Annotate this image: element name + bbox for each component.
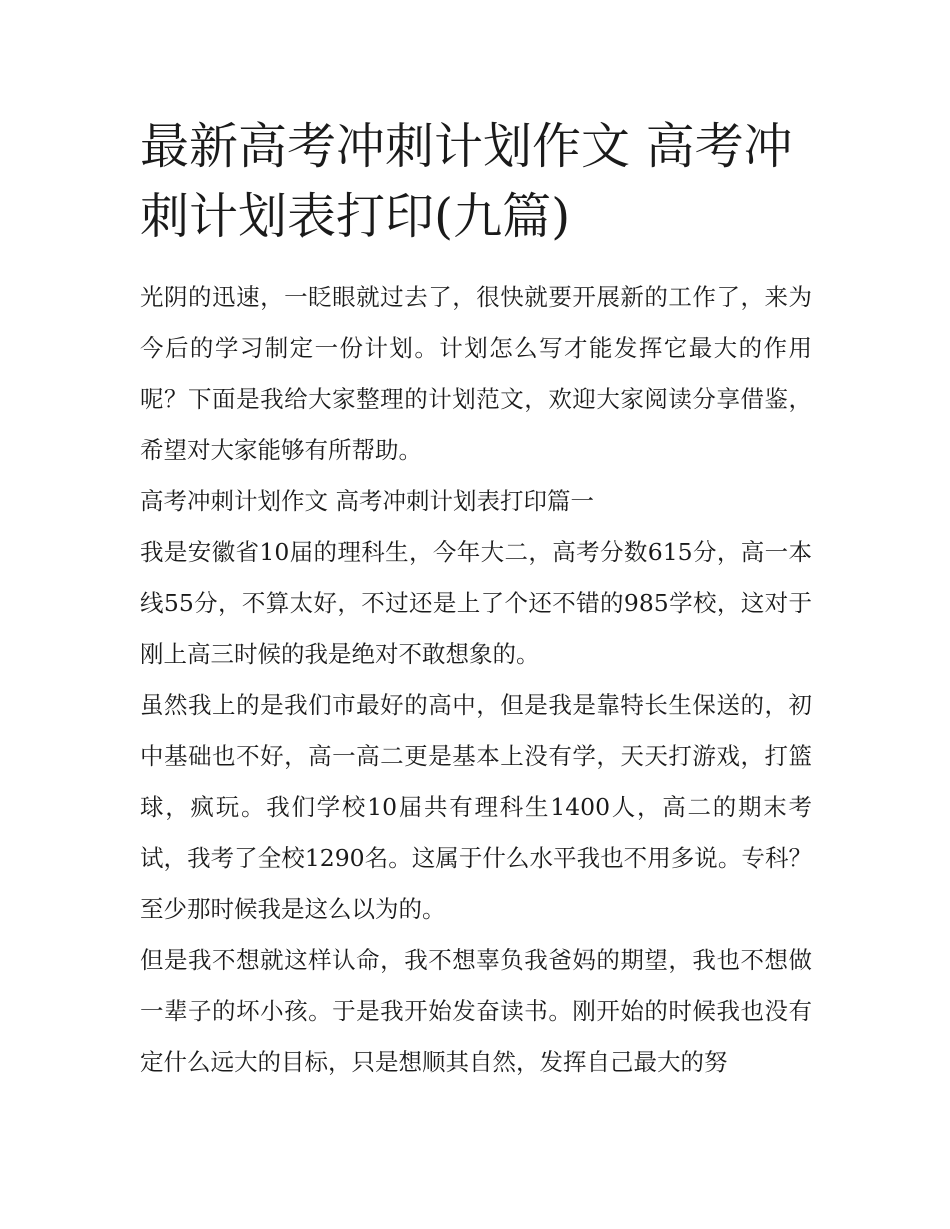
intro-paragraph: 光阴的迅速，一眨眼就过去了，很快就要开展新的工作了，来为今后的学习制定一份计划。计划怎么写才能发挥它最大的作用呢？下面是我给大家整理的计划范文，欢迎大家阅读分享借鉴，希望对大家能够有所帮助。 [140,283,812,464]
body-paragraph: 虽然我上的是我们市最好的高中，但是我是靠特长生保送的，初中基础也不好，高一高二更是基本上没有学，天天打游戏，打篮球，疯玩。我们学校10届共有理科生1400人，高二的期末考试，我考了全校1290名。这属于什么水平我也不用多说。专科？至少那时候我是这么以为的。 [140,691,812,923]
document-page [140,112,812,1088]
section-heading: 高考冲刺计划作文 高考冲刺计划表打印篇一 [140,487,594,515]
body-paragraph: 但是我不想就这样认命，我不想辜负我爸妈的期望，我也不想做一辈子的坏小孩。于是我开始发奋读书。刚开始的时候我也没有定什么远大的目标，只是想顺其自然，发挥自己最大的努 [140,946,812,1076]
document-title: 最新高考冲刺计划作文 高考冲刺计划表打印(九篇) [140,118,793,245]
body-paragraph: 我是安徽省10届的理科生，今年大二，高考分数615分，高一本线55分，不算太好，不过还是上了个还不错的985学校，这对于刚上高三时候的我是绝对不敢想象的。 [140,538,812,668]
